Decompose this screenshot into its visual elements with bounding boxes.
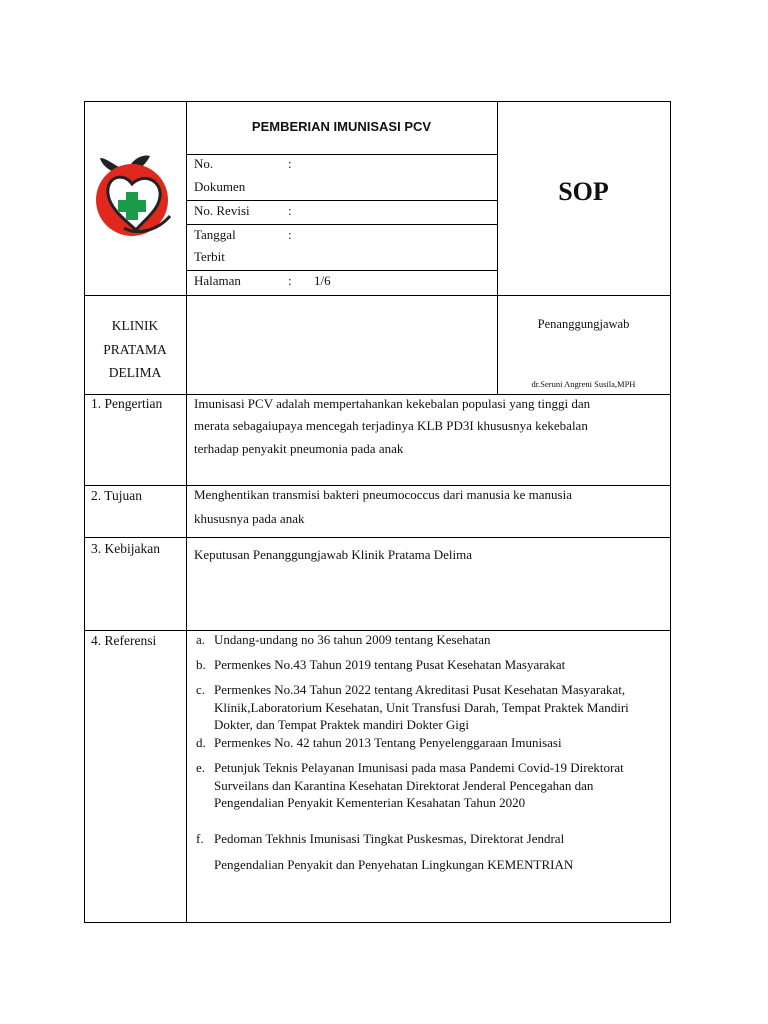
reference-item xyxy=(196,830,656,873)
responsible-title: Penanggungjawab xyxy=(537,317,630,331)
reference-text-continued: Pengendalian Penyakit dan Penyehatan Lingkungan KEMENTRIAN xyxy=(214,856,574,872)
field-colon: : xyxy=(288,203,292,218)
row-divider xyxy=(84,537,671,538)
reference-letter: c. xyxy=(196,682,206,697)
reference-text: Permenkes No.43 Tahun 2019 tentang Pusat Kesehatan Masyarakat xyxy=(214,657,566,672)
reference-letter: b. xyxy=(196,657,206,672)
row-divider xyxy=(84,295,671,296)
column-divider-right xyxy=(497,101,498,395)
reference-item xyxy=(196,759,656,812)
reference-text: Permenkes No.34 Tahun 2022 tentang Akreditasi Pusat Kesehatan Masyarakat, Klinik,Laboratorium Kesehatan, Unit Transfusi Darah, Tempat Praktek Mandiri Dokter, dan Tempat Praktek mandiri Dokter Gigi xyxy=(214,682,629,732)
reference-letter: a. xyxy=(196,632,206,647)
clinic-name-line-1: KLINIK xyxy=(111,318,159,333)
row-divider xyxy=(186,270,497,271)
clinic-logo-icon xyxy=(88,148,184,244)
reference-text: Permenkes No. 42 tahun 2013 Tentang Penyelenggaraan Imunisasi xyxy=(214,735,562,750)
pengertian-line-1: Imunisasi PCV adalah mempertahankan kekebalan populasi yang tinggi dan xyxy=(194,396,591,411)
field-no-dokumen-label: No. xyxy=(194,156,214,171)
section-label-referensi: 4. Referensi xyxy=(91,633,157,648)
reference-text: Petunjuk Teknis Pelayanan Imunisasi pada masa Pandemi Covid-19 Direktorat Surveilans dan Karantina Kesehatan Direktorat Jenderal Pencegahan dan Pengendalian Penyakit Kementerian Kesahatan Tahun 2020 xyxy=(214,760,624,810)
document-title: PEMBERIAN IMUNISASI PCV xyxy=(251,119,432,134)
field-colon: : xyxy=(288,273,292,288)
clinic-name-line-3: DELIMA xyxy=(108,365,162,380)
table-border-right xyxy=(670,101,671,923)
pengertian-line-3: terhadap penyakit pneumonia pada anak xyxy=(194,441,404,456)
field-halaman-label: Halaman xyxy=(194,273,241,288)
reference-letter: f. xyxy=(196,831,204,846)
sop-label: SOP xyxy=(558,177,609,206)
reference-letter: d. xyxy=(196,735,206,750)
field-tanggal-terbit-label-2: Terbit xyxy=(194,249,225,264)
pengertian-line-2: merata sebagaiupaya mencegah terjadinya KLB PD3I khususnya kekebalan xyxy=(194,418,588,433)
section-label-tujuan: 2. Tujuan xyxy=(91,488,143,503)
section-label-kebijakan: 3. Kebijakan xyxy=(91,541,160,556)
field-colon: : xyxy=(288,227,292,242)
field-no-dokumen-label-2: Dokumen xyxy=(194,179,246,194)
table-border-bottom xyxy=(84,922,671,923)
table-border-top xyxy=(84,101,671,102)
reference-text: Undang-undang no 36 tahun 2009 tentang Kesehatan xyxy=(214,632,491,647)
tujuan-line-1: Menghentikan transmisi bakteri pneumococcus dari manusia ke manusia xyxy=(194,487,572,502)
table-border-left xyxy=(84,101,85,923)
reference-item xyxy=(196,681,656,734)
section-label-pengertian: 1. Pengertian xyxy=(91,396,163,411)
tujuan-line-2: khususnya pada anak xyxy=(194,511,305,526)
field-halaman-value: 1/6 xyxy=(314,273,331,288)
kebijakan-text: Keputusan Penanggungjawab Klinik Pratama Delima xyxy=(194,547,472,562)
row-divider xyxy=(186,200,497,201)
field-colon: : xyxy=(288,156,292,171)
reference-item xyxy=(196,631,656,649)
reference-letter: e. xyxy=(196,760,206,775)
reference-item xyxy=(196,656,656,674)
reference-text: Pedoman Tekhnis Imunisasi Tingkat Puskesmas, Direktorat Jendral xyxy=(214,831,565,846)
row-divider xyxy=(186,224,497,225)
field-tanggal-terbit-label: Tanggal xyxy=(194,227,236,242)
responsible-name: dr.Seruni Angreni Susila,MPH xyxy=(531,379,636,389)
field-no-revisi-label: No. Revisi xyxy=(194,203,250,218)
reference-item xyxy=(196,734,656,752)
row-divider xyxy=(186,154,497,155)
clinic-name-line-2: PRATAMA xyxy=(103,342,167,357)
